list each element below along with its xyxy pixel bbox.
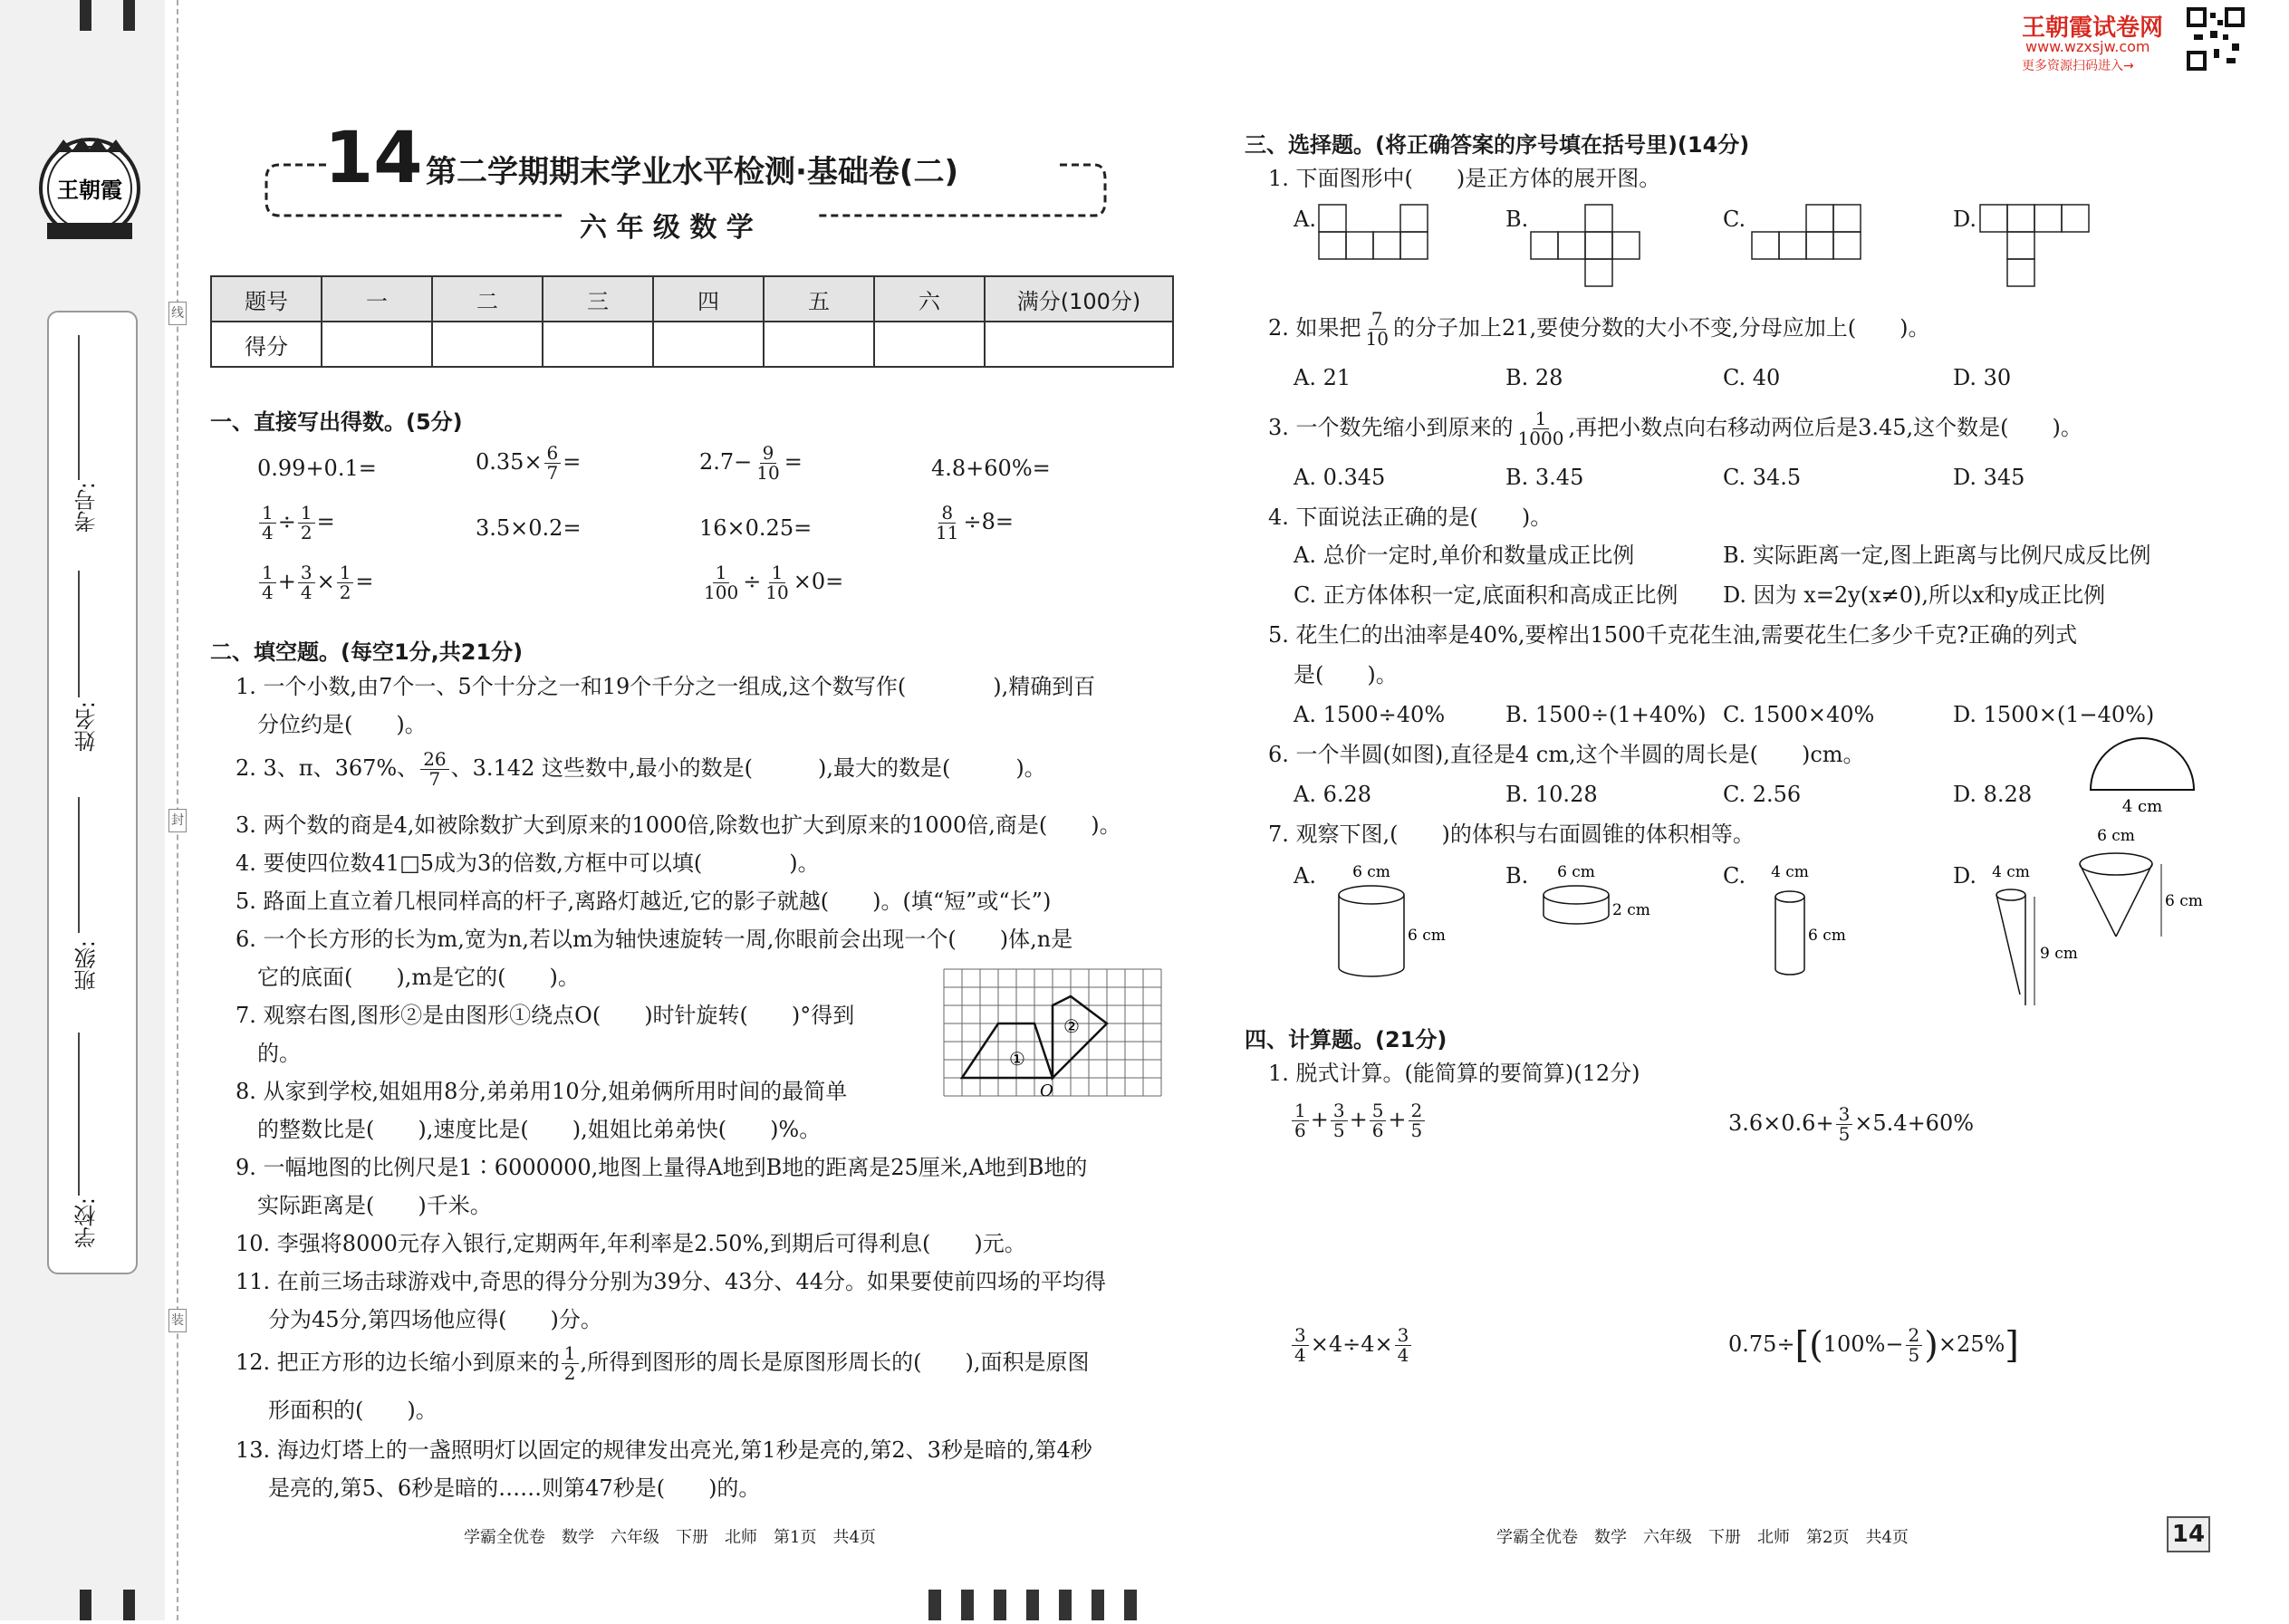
section-1-title: 一、直接写出得数。(5分) [210,409,463,435]
footer-right: 学霸全优卷 数学 六年级 下册 北师 第2页 共4页 [1496,1528,1909,1547]
dim-label: 9 cm [2040,945,2078,963]
calc-item: 16×0.25= [699,515,813,541]
question-text: 10. 李强将8000元存入银行,定期两年,年利率是2.50%,到期后可得利息( )元。 [236,1231,1026,1256]
question-text: 1. 下面图形中( )是正方体的展开图。 [1268,166,1661,191]
table-row [211,322,1173,367]
question-text: 2. 3、π、367%、 $\frac{26}{7}$ 、3.142 这些数中,最小的数是( ),最大的数是( )。 [236,748,1046,790]
choice-option: B. 3.45 [1505,465,1584,490]
question-text: 3. 两个数的商是4,如被除数扩大到原来的1000倍,除数也扩大到原来的1000倍,商是( )。 [236,812,1121,838]
table-cell: 题号 [211,276,322,322]
calc-item: 4.8+60%= [931,456,1051,481]
calc-item: $\frac{8}{11}$ ÷8= [936,502,1014,543]
dim-label: 6 cm [2097,827,2135,845]
question-text: 分为45分,第四场他应得( )分。 [268,1307,602,1332]
question-text: 13. 海边灯塔上的一盏照明灯以固定的规律发出亮光,第1秒是亮的,第2、3秒是暗的,第4秒 [236,1437,1092,1463]
dim-label: 6 cm [1808,927,1846,945]
table-cell: 满分(100分) [985,276,1173,322]
cylinder-a [1317,860,1453,987]
table-cell: 五 [764,276,874,322]
underline [78,335,80,480]
cube-net-a [1319,205,1428,261]
score-cell[interactable] [543,322,653,367]
calc-item: 0.99+0.1= [257,456,377,481]
question-text: 的。 [257,1041,301,1066]
brand-name: 王朝霞试卷网 [2022,14,2164,42]
score-cell[interactable] [985,322,1173,367]
school-label: 学校: [74,1197,100,1249]
cylinder-d [1980,860,2078,1014]
score-cell[interactable] [764,322,874,367]
calc-item: $\frac{1}{4}$ ÷ $\frac{1}{2}$ = [257,504,335,543]
choice-option: D. 345 [1953,465,2025,490]
student-info-box [47,311,138,1274]
table-cell: 四 [653,276,764,322]
option-label: D. [1953,207,1977,232]
choice-option: D. 1500×(1−40%) [1953,702,2155,727]
figure-2-label: ② [1063,1015,1080,1037]
brand-url: www.wzxsjw.com [2025,38,2150,55]
question-text: 3. 一个数先缩小到原来的 $\frac{1}{1000}$ ,再把小数点向右移动两位后是3.45,这个数是( )。 [1268,408,2082,449]
point-o-label: O [1040,1081,1053,1100]
binding-mark: 封 [168,809,187,832]
page-badge: 14 [2167,1516,2210,1552]
registration-bars [928,1590,1146,1620]
calc-item: 3.5×0.2= [476,515,582,541]
section-3-title: 三、选择题。(将正确答案的序号填在括号里)(14分) [1245,132,1750,158]
dim-label: 4 cm [1992,863,2030,881]
diameter-label: 4 cm [2121,797,2163,816]
dim-label: 4 cm [1771,863,1809,881]
question-text: 4. 要使四位数41□5成为3的倍数,方框中可以填( )。 [236,850,820,876]
cube-net-d [1980,205,2091,288]
crop-mark [80,0,91,31]
cone-figure [2071,824,2203,969]
cylinder-b [1531,860,1667,951]
choice-option: A. 总价一定时,单价和数量成正比例 [1294,543,1635,568]
question-text: 实际距离是( )千米。 [257,1193,492,1218]
choice-option: D. 8.28 [1953,782,2033,807]
semicircle-figure [2083,730,2201,817]
question-text: 5. 路面上直立着几根同样高的杆子,离路灯越近,它的影子就越( )。(填“短”或“长”) [236,889,1052,914]
choice-option: B. 实际距离一定,图上距离与比例尺成反比例 [1723,543,2151,568]
calc-item: 2.7− $\frac{9}{10}$ = [699,442,803,484]
exam-number-label: 考号: [74,482,100,533]
binding-mark: 线 [168,302,187,325]
question-text: 7. 观察下图,( )的体积与右面圆锥的体积相等。 [1268,822,1755,847]
question-text: 是亮的,第5、6秒是暗的……则第47秒是( )的。 [268,1475,761,1501]
score-cell[interactable] [432,322,543,367]
choice-option: A. 0.345 [1294,465,1386,490]
choice-option: B. 10.28 [1505,782,1598,807]
calc-item: $\frac{1}{100}$ ÷ $\frac{1}{10}$ ×0= [704,562,844,603]
choice-option: D. 30 [1953,365,2012,390]
score-cell[interactable] [874,322,985,367]
question-text: 9. 一幅地图的比例尺是1∶6000000,地图上量得A地到B地的距离是25厘米,A地到B地的 [236,1155,1088,1180]
page-title: 第二学期期末学业水平检测·基础卷(二) [426,154,958,190]
question-text: 12. 把正方形的边长缩小到原来的 $\frac{1}{2}$ ,所得到图形的周长是原图形周长的( ),面积是原图 [236,1342,1090,1384]
footer-left: 学霸全优卷 数学 六年级 下册 北师 第1页 共4页 [464,1528,876,1547]
table-cell: 三 [543,276,653,322]
dim-label: 6 cm [1557,863,1595,881]
question-text: 形面积的( )。 [268,1398,438,1423]
underline [78,571,80,697]
question-text: 4. 下面说法正确的是( )。 [1268,504,1553,530]
choice-option: C. 1500×40% [1723,702,1875,727]
question-text: 1. 脱式计算。(能简算的要简算)(12分) [1268,1061,1640,1086]
page-subtitle: 六 年 级 数 学 [580,212,754,244]
test-number: 14 [324,118,423,199]
choice-option: B. 28 [1505,365,1563,390]
score-table [210,275,1174,368]
dim-label: 6 cm [1352,863,1390,881]
question-text: 6. 一个长方形的长为m,宽为n,若以m为轴快速旋转一周,你眼前会出现一个( )体,n是 [236,927,1073,952]
question-text: 1. 一个小数,由7个一、5个十分之一和19个千分之一组成,这个数写作( ),精确到百 [236,674,1096,699]
question-text: 分位约是( )。 [257,712,427,737]
cylinder-c [1755,860,1864,987]
score-cell[interactable] [322,322,432,367]
calc-expression: $\frac{1}{6}$ + $\frac{3}{5}$ + $\frac{5}{6}$ + $\frac{2}{5}$ [1290,1101,1427,1140]
score-cell[interactable] [653,322,764,367]
section-2-title: 二、填空题。(每空1分,共21分) [210,639,524,665]
calc-expression: 0.75÷[(100%− $\frac{2}{5}$ )×25%] [1728,1324,2019,1367]
calc-item: $\frac{1}{4}$ + $\frac{3}{4}$ × $\frac{1}{2}$ = [257,563,374,602]
class-label: 班级: [74,940,100,992]
choice-option: C. 正方体体积一定,底面积和高成正比例 [1294,582,1678,608]
table-cell: 六 [874,276,985,322]
question-text: 2. 如果把 $\frac{7}{10}$ 的分子加上21,要使分数的大小不变,分母应加上( )。 [1268,308,1930,350]
crop-mark [80,1590,91,1620]
brand-tip: 更多资源扫码进入→ [2022,59,2134,73]
calc-expression: 3.6×0.6+ $\frac{3}{5}$ ×5.4+60% [1728,1103,1975,1145]
table-cell: 二 [432,276,543,322]
calc-item: 0.35× $\frac{6}{7}$ = [476,442,582,484]
dim-label: 6 cm [2165,892,2203,910]
question-text: 7. 观察右图,图形②是由图形①绕点O( )时针旋转( )°得到 [236,1003,855,1028]
rotation-grid-figure [944,969,1161,1105]
option-label: D. [1953,863,1977,889]
choice-option: A. 6.28 [1294,782,1372,807]
section-4-title: 四、计算题。(21分) [1245,1027,1447,1052]
option-label: A. [1294,207,1316,232]
table-row [211,276,1173,322]
choice-option: C. 2.56 [1723,782,1802,807]
qr-code [2187,7,2245,71]
choice-option: D. 因为 x=2y(x≠0),所以x和y成正比例 [1723,582,2106,608]
logo-text: 王朝霞 [57,177,122,203]
option-label: C. [1723,863,1746,889]
crop-mark [123,0,135,31]
binding-mark: 装 [168,1309,187,1332]
logo [36,132,143,245]
cube-net-c [1752,205,1862,261]
dim-label: 6 cm [1408,927,1446,945]
calc-expression: $\frac{3}{4}$ ×4÷4× $\frac{3}{4}$ [1290,1326,1413,1365]
figure-1-label: ① [1009,1048,1025,1070]
question-text: 8. 从家到学校,姐姐用8分,弟弟用10分,姐弟俩所用时间的最简单 [236,1079,848,1104]
question-text: 是( )。 [1294,662,1398,687]
table-cell: 一 [322,276,432,322]
option-label: B. [1505,863,1529,889]
dim-label: 2 cm [1612,901,1650,919]
question-text: 6. 一个半圆(如图),直径是4 cm,这个半圆的周长是( )cm。 [1268,742,1865,767]
option-label: A. [1294,863,1316,889]
crop-mark [123,1590,135,1620]
name-label: 姓名: [74,701,100,753]
option-label: B. [1505,207,1529,232]
underline [78,797,80,933]
question-text: 11. 在前三场击球游戏中,奇思的得分分别为39分、43分、44分。如果要使前四场的平均得 [236,1269,1107,1294]
choice-option: A. 1500÷40% [1294,702,1446,727]
question-text: 5. 花生仁的出油率是40%,要榨出1500千克花生油,需要花生仁多少千克?正确的列式 [1268,622,2078,648]
underline [78,1033,80,1196]
question-text: 它的底面( ),m是它的( )。 [257,965,580,990]
cube-net-b [1531,205,1641,288]
question-text: 的整数比是( ),速度比是( ),姐姐比弟弟快( )%。 [257,1117,822,1142]
choice-option: B. 1500÷(1+40%) [1505,702,1707,727]
option-label: C. [1723,207,1746,232]
table-cell: 得分 [211,322,322,367]
choice-option: C. 40 [1723,365,1781,390]
choice-option: A. 21 [1294,365,1351,390]
choice-option: C. 34.5 [1723,465,1802,490]
